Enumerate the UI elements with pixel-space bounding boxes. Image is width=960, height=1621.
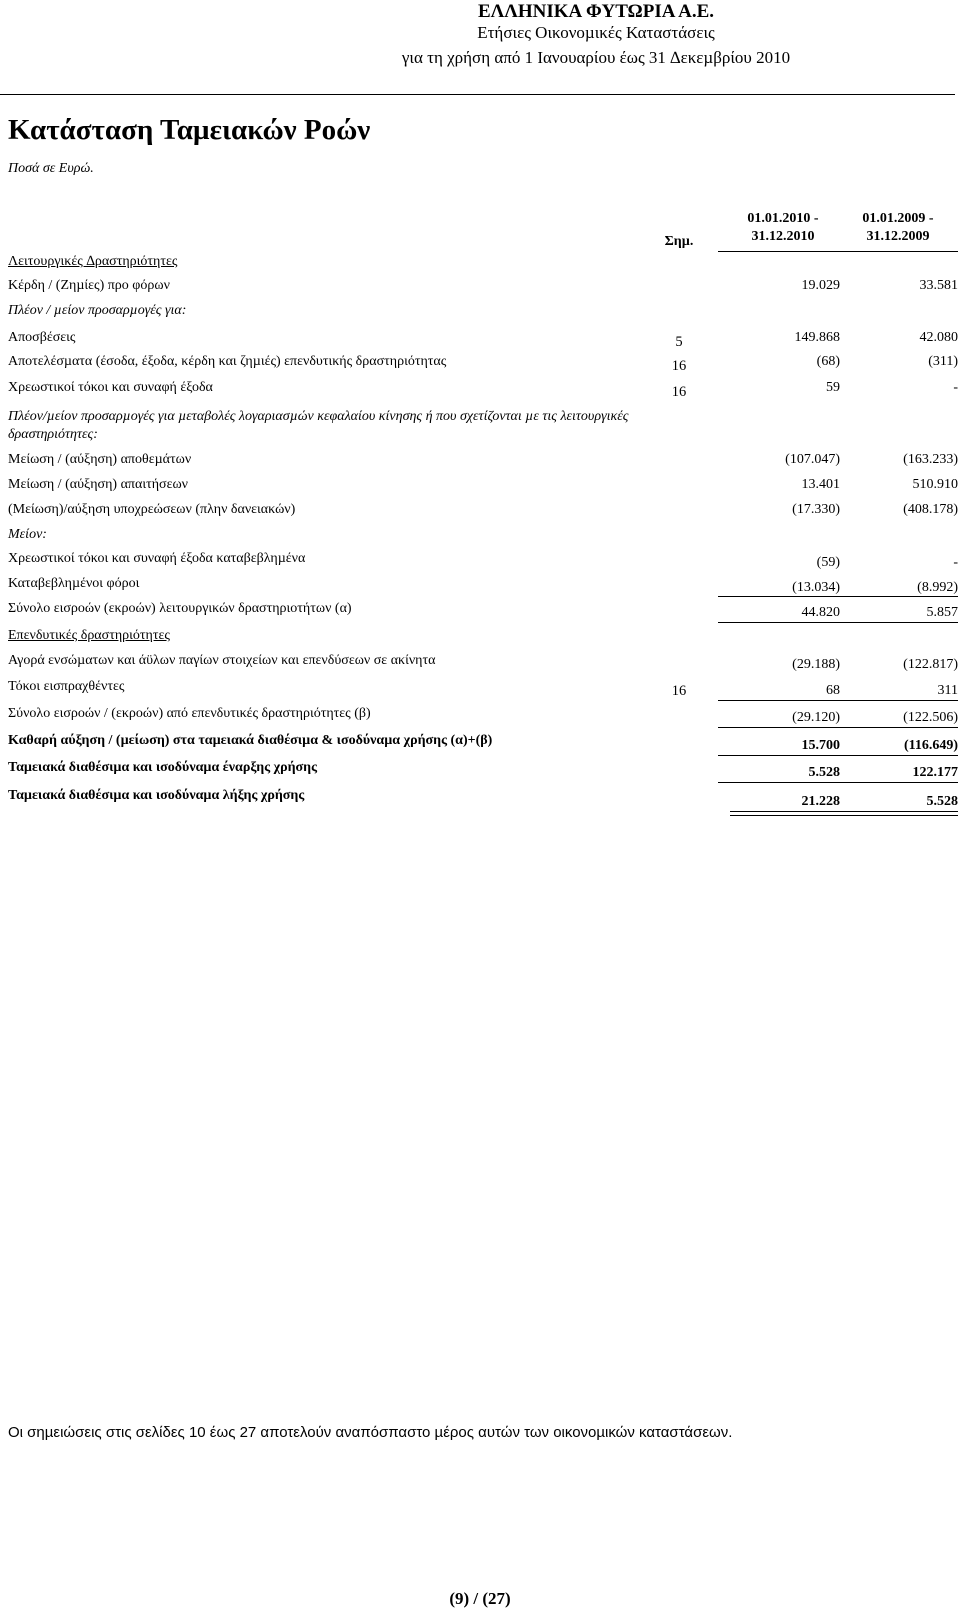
row-label: Κέρδη / (Ζηµίες) προ φόρων: [8, 278, 170, 293]
row-label: Χρεωστικοί τόκοι και συναφή έξοδα: [8, 380, 213, 395]
row-label: Αγορά ενσώµατων και άϋλων παγίων στοιχείων και επενδύσεων σε ακίνητα: [8, 653, 436, 668]
value-2010: (29.188): [792, 657, 840, 672]
table-row: [0, 679, 960, 699]
operating-activities-heading: Λειτουργικές ∆ραστηριότητες: [8, 254, 178, 269]
note-column-header: Σηµ.: [664, 234, 694, 249]
period-2010-header: [728, 210, 838, 246]
row-label: Σύνολο εισροών (εκροών) λειτουργικών δραστηριοτήτων (α): [8, 601, 352, 616]
row-label: (Μείωση)/αύξηση υποχρεώσεων (πλην δανειακών): [8, 502, 296, 517]
adjustments-subheading-row: [0, 303, 960, 323]
total-rule: [718, 727, 958, 728]
header-divider: [0, 94, 955, 95]
company-name: ΕΛΛΗΝΙΚΑ ΦΥΤΩΡΙΑ Α.Ε.: [477, 1, 715, 22]
table-row: [0, 733, 960, 753]
value-2010: 15.700: [801, 738, 840, 753]
row-note: 5: [675, 334, 683, 350]
minus-subheading: Μείον:: [8, 527, 47, 542]
subtotal-rule: [718, 700, 958, 701]
table-row: [0, 601, 960, 621]
value-2009: 311: [937, 683, 958, 698]
row-label: Σύνολο εισροών / (εκροών) από επενδυτικές δραστηριότητες (β): [8, 706, 371, 721]
row-label: Μείωση / (αύξηση) απαιτήσεων: [8, 477, 189, 492]
row-note: 16: [671, 358, 687, 374]
value-2009: 5.857: [926, 605, 958, 620]
value-2010: (17.330): [792, 502, 840, 517]
row-label: Χρεωστικοί τόκοι και συναφή έξοδα καταβεβληµένα: [8, 551, 306, 566]
currency-note: Ποσά σε Ευρώ.: [8, 161, 94, 176]
row-label: Αποσβέσεις: [8, 330, 76, 345]
page-number: (9) / (27): [449, 1589, 511, 1608]
table-row: [0, 576, 960, 596]
page-title: Κατάσταση Ταµειακών Ροών: [8, 114, 371, 146]
table-row: [0, 788, 960, 808]
value-2009: (122.506): [903, 710, 958, 725]
value-2010: 68: [826, 683, 840, 698]
report-subtitle: Ετήσιες Οικονοµικές Καταστάσεις: [477, 23, 715, 42]
investing-heading-row: [0, 628, 960, 648]
table-row: [0, 330, 960, 350]
investing-activities-heading: Επενδυτικές δραστηριότητες: [8, 628, 170, 643]
final-total-double-rule: [730, 811, 958, 816]
value-2010: (29.120): [792, 710, 840, 725]
value-2010: (68): [816, 354, 840, 369]
row-label: Ταµειακά διαθέσιµα και ισοδύναµα έναρξης χρήσης: [8, 760, 317, 775]
subtotal-rule: [718, 596, 958, 597]
table-row: [0, 551, 960, 571]
subtotal-rule: [718, 755, 958, 756]
subtotal-rule: [718, 782, 958, 783]
row-label: Καταβεβληµένοι φόροι: [8, 576, 140, 591]
operating-heading-row: [0, 254, 960, 274]
value-2009: (408.178): [903, 502, 958, 517]
table-row: [0, 452, 960, 472]
row-label: Αποτελέσµατα (έσοδα, έξοδα, κέρδη και ζηµιές) επενδυτικής δραστηριότητας: [8, 354, 447, 369]
row-label: Μείωση / (αύξηση) αποθεµάτων: [8, 452, 192, 467]
table-row: [0, 502, 960, 522]
header-underline: [718, 251, 958, 252]
period-2010-line1: 01.01.2010 -: [747, 211, 819, 226]
value-2009: -: [953, 380, 958, 395]
value-2009: -: [953, 555, 958, 570]
period-2009-line2: 31.12.2009: [866, 229, 930, 244]
value-2009: (8.992): [917, 580, 958, 595]
value-2010: 13.401: [801, 477, 840, 492]
table-row: [0, 760, 960, 780]
row-label: Ταµειακά διαθέσιµα και ισοδύναµα λήξης χρήσης: [8, 788, 305, 803]
total-rule: [718, 622, 958, 623]
footer-note: Οι σηµειώσεις στις σελίδες 10 έως 27 αποτελούν αναπόσπαστο µέρος αυτών των οικονοµικών καταστάσεων.: [8, 1424, 733, 1441]
row-note: 16: [671, 683, 687, 699]
value-2009: (311): [928, 354, 958, 369]
table-row: [0, 653, 960, 673]
value-2009: 42.080: [919, 330, 958, 345]
value-2009: 510.910: [912, 477, 958, 492]
value-2009: 5.528: [926, 794, 958, 809]
value-2010: (107.047): [785, 452, 840, 467]
table-row: [0, 706, 960, 726]
value-2009: (116.649): [903, 738, 958, 753]
table-row: [0, 278, 960, 298]
value-2010: 44.820: [801, 605, 840, 620]
row-note: 16: [671, 384, 687, 400]
table-row: [0, 477, 960, 497]
table-row: [0, 354, 960, 374]
value-2010: 19.029: [801, 278, 840, 293]
period-2009-line1: 01.01.2009 -: [862, 211, 934, 226]
value-2010: 5.528: [808, 765, 840, 780]
value-2009: 33.581: [919, 278, 958, 293]
value-2010: 149.868: [794, 330, 840, 345]
table-row: [0, 380, 960, 400]
value-2009: 122.177: [912, 765, 958, 780]
working-capital-subheading: Πλέον/µείον προσαρµογές για µεταβολές λογαριασµών κεφαλαίου κίνησης ή που σχετίζονται µε τις λειτουργικές δραστηριότητες:: [8, 409, 629, 442]
value-2010: (59): [816, 555, 840, 570]
value-2009: (163.233): [903, 452, 958, 467]
value-2009: (122.817): [903, 657, 958, 672]
period-2009-header: [843, 210, 953, 246]
minus-subheading-row: [0, 527, 960, 547]
row-label: Τόκοι εισπραχθέντες: [8, 679, 125, 694]
period-2010-line2: 31.12.2010: [751, 229, 815, 244]
value-2010: (13.034): [792, 580, 840, 595]
value-2010: 59: [826, 380, 840, 395]
report-period: για τη χρήση από 1 Ιανουαρίου έως 31 ∆εκεµβρίου 2010: [401, 48, 791, 67]
value-2010: 21.228: [801, 794, 840, 809]
adjustments-subheading: Πλέον / µείον προσαρµογές για:: [8, 303, 187, 318]
row-label: Καθαρή αύξηση / (µείωση) στα ταµειακά διαθέσιµα & ισοδύναµα χρήσης (α)+(β): [8, 733, 493, 748]
